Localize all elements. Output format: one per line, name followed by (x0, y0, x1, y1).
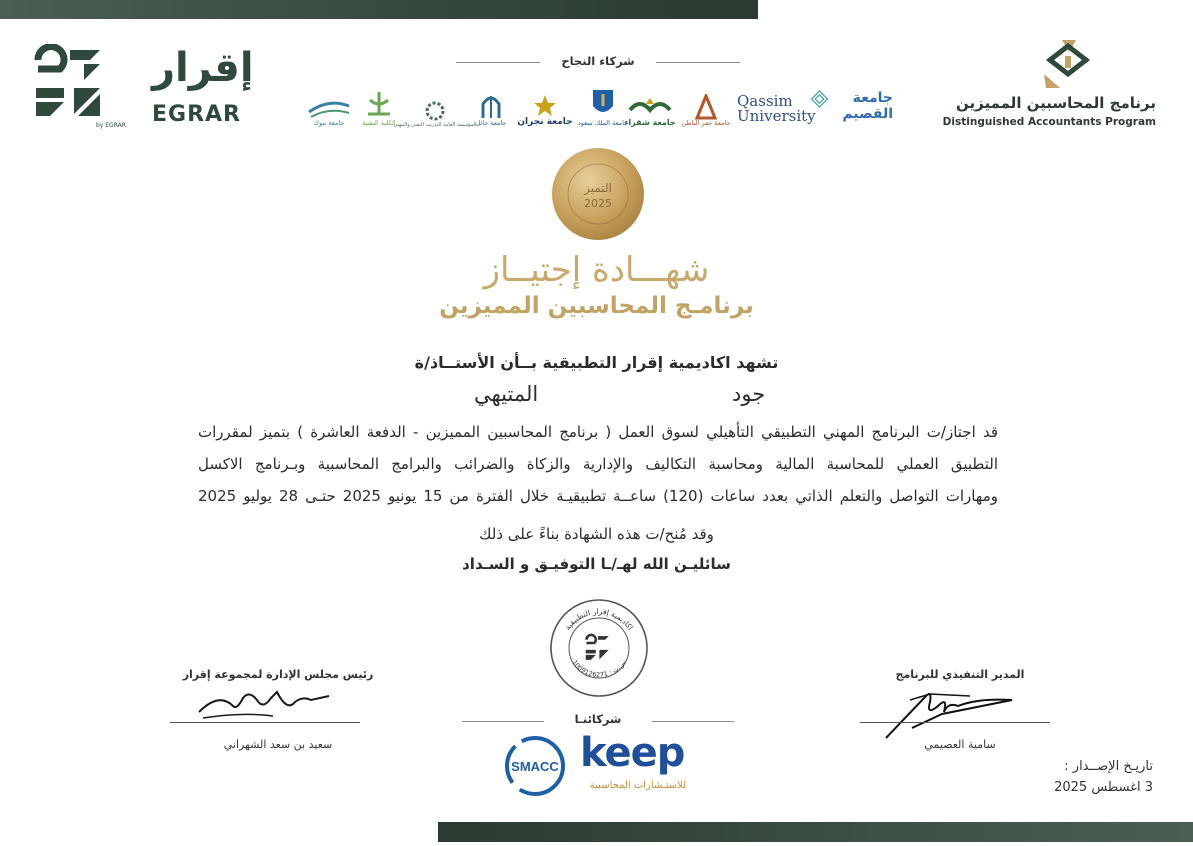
by-egrar-label: by EGRAR (96, 122, 126, 129)
partner-name: الكلية التقنية (362, 119, 396, 128)
sponsors-title: شركائنـا (574, 712, 622, 726)
top-accent-bar (0, 0, 758, 19)
stamp-registration: س.ت : 1009126271 (570, 658, 628, 679)
medal-label: التميز (584, 181, 612, 195)
partners-heading (456, 54, 740, 70)
program-logo-mark-icon (1040, 38, 1096, 90)
stamp-ring-text: اكاديمية إقرار التطبيقية (563, 606, 636, 632)
recipient-last-name: المتيهي (474, 382, 539, 406)
egrar-mark-icon (34, 44, 110, 128)
egrar-arabic-wordmark: إقرار (152, 45, 254, 91)
right-signature-line (860, 722, 1050, 723)
partners-title: شركاء النجاح (561, 54, 635, 68)
keep-wordmark: keep (580, 730, 685, 776)
partner-name: جامعة الملك سعود (577, 119, 629, 128)
svg-text:س.ت : 1009126271 (570, 658, 627, 679)
partner-name: جامعة تبوك (313, 119, 345, 128)
partner-logo (305, 80, 353, 128)
shaqra-logo-icon (628, 96, 672, 118)
svg-text:اكاديمية إقرار التطبيقية (563, 607, 635, 632)
body-line: قد اجتاز/ت البرنامج المهني التطبيقي التأهيلي لسوق العمل ( برنامج المحاسبين المميزين - الدفعة العاشرة ) بتميز لمقررات (198, 423, 998, 441)
recipient-name (0, 380, 1193, 410)
left-signature-line (170, 722, 360, 723)
qassim-arabic: جامعة القصيم (842, 90, 893, 122)
technical-college-logo-icon (364, 90, 394, 120)
partner-logo (515, 80, 575, 128)
right-signatory-name: سامية العصيمي (924, 738, 996, 751)
partner-logo (679, 80, 733, 128)
excellence-medal-icon (551, 147, 645, 241)
partner-name: جامعة حفر الباطن (681, 119, 731, 128)
hail-logo-icon (480, 92, 502, 120)
stamp-egrar-mark-icon (586, 635, 609, 660)
left-signatory-title: رئيس مجلس الإدارة لمجموعة إقرار (182, 668, 374, 681)
bottom-accent-bar (438, 822, 1193, 842)
sponsors-heading (462, 712, 734, 730)
issue-date-value: 3 اغسطس 2025 (1054, 780, 1153, 795)
partner-name: جامعة شقراء (624, 118, 676, 128)
granted-line: وقد مُنح/ت هذه الشهادة بناءً على ذلك (479, 525, 714, 543)
certificate-title: شهـــادة إجتيــاز (483, 250, 710, 290)
medal-year: 2025 (584, 197, 612, 210)
partner-logo (625, 80, 675, 128)
partner-logo (577, 80, 629, 128)
body-line: ومهارات التواصل والتعلم الذاتي بعدد ساعات (120) ساعــة تطبيقيـة خلال الفترة من 15 يونيو 2025 حتـى 28 يوليو 2025 (198, 487, 998, 505)
partner-logo (393, 80, 477, 128)
testify-line: تشهد اكاديمية إقرار التطبيقية بــأن الأستــاذ/ة (414, 353, 779, 372)
partner-logos (305, 80, 895, 130)
program-name-arabic: برنامج المحاسبين المميزين (955, 94, 1156, 112)
smacc-wordmark: SMACC (511, 759, 559, 774)
partner-logo (467, 80, 515, 128)
body-line: التطبيق العملي للمحاسبة المالية ومحاسبة التكاليف والإدارية والزكاة والضرائب والبرامج المحاسبية وبـرنامج الاكسل (198, 455, 998, 473)
egrar-english-wordmark: EGRAR (152, 102, 241, 127)
program-name-english: Distinguished Accountants Program (942, 116, 1156, 128)
certificate-body (198, 416, 998, 512)
najran-logo-icon (532, 93, 558, 117)
issue-date-label: تاريـخ الإصــدار : (1064, 759, 1153, 774)
tabuk-logo-icon (307, 98, 351, 120)
partner-name: جامعة نجران (517, 117, 573, 128)
official-stamp-icon (549, 598, 649, 698)
egrar-logo (34, 44, 254, 134)
tvtc-logo-icon (424, 100, 446, 122)
left-signature-icon (195, 684, 335, 724)
right-signature-icon (880, 686, 1030, 742)
right-signatory-title: المدير التنفيذي للبرنامج (895, 668, 1025, 681)
ksu-logo-icon (589, 86, 617, 120)
partner-logo (357, 80, 401, 128)
recipient-first-name: جود (732, 382, 766, 406)
qassim-logo-icon (809, 84, 830, 114)
partner-logo-qassim (737, 80, 893, 128)
hafr-albatin-logo-icon (695, 94, 717, 120)
left-signatory-name: سعيد بن سعد الشهراني (223, 738, 333, 751)
wish-line: سائليـن الله لهـ/ـا التوفيـق و السـداد (462, 555, 731, 573)
partner-name: جامعة حائل (475, 119, 507, 128)
smacc-logo (502, 735, 568, 797)
certificate-subtitle: برنامـج المحاسبين المميزين (439, 293, 754, 319)
partner-name: المؤسسة العامة للتدريب التقني والمهني (393, 122, 477, 128)
keep-tagline: للاستـشارات المحاسبية (589, 780, 687, 791)
qassim-english: Qassim University (737, 92, 816, 125)
